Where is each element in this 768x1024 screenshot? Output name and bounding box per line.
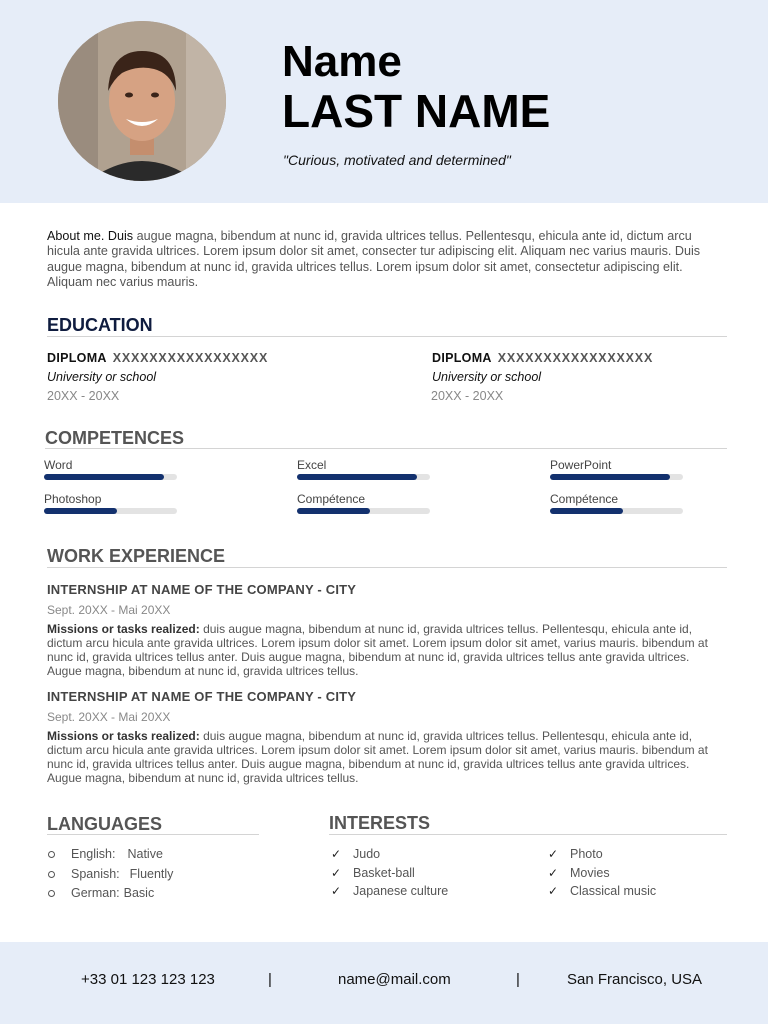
interest-label: Classical music bbox=[570, 884, 657, 898]
languages-list bbox=[48, 845, 173, 904]
language-level: Native bbox=[127, 847, 163, 861]
checkmark-icon: ✓ bbox=[331, 884, 342, 898]
skill-bar bbox=[550, 508, 683, 514]
checkmark-icon: ✓ bbox=[331, 865, 342, 880]
skill-bar bbox=[44, 508, 177, 514]
diploma-label: DIPLOMA bbox=[47, 351, 107, 365]
checkmark-icon: ✓ bbox=[548, 865, 559, 880]
interest-item bbox=[548, 845, 656, 864]
last-name: LAST NAME bbox=[282, 85, 551, 137]
diploma-line bbox=[432, 350, 752, 366]
interest-item bbox=[548, 864, 656, 883]
job-dates: Sept. 20XX - Mai 20XX bbox=[47, 710, 171, 724]
language-name: German: bbox=[71, 886, 120, 900]
skill-label: Photoshop bbox=[44, 492, 102, 506]
interest-item bbox=[331, 845, 448, 864]
missions-text: duis augue magna, bibendum at nunc id, gravida ultrices tellus. Pellentesqu, ehicula ante id, dictum arcu hicula ante gravida ultrices. Lorem ipsum dolor sit amet. Lorem ipsum dolor sit amet, varius mauris. bibendum at nunc id, gravida ultrices tellus anter. Duis augue magna, bibendum at nunc id, gravida ultrices tellus ante gravida ultrices. Augue magna, bibendum at nunc id, gravida ultrices tellus. bbox=[47, 729, 708, 785]
about-lead: About me. Duis bbox=[47, 229, 134, 243]
footer-phone: +33 01 123 123 123 bbox=[81, 971, 215, 988]
skill-bar bbox=[44, 474, 177, 480]
job-dates: Sept. 20XX - Mai 20XX bbox=[47, 603, 171, 617]
interest-item bbox=[548, 882, 656, 901]
skill-powerpoint bbox=[550, 458, 683, 480]
education-years: 20XX - 20XX bbox=[431, 389, 504, 403]
language-level: Fluently bbox=[129, 866, 174, 881]
first-name: Name bbox=[282, 37, 402, 86]
job-missions bbox=[47, 622, 715, 678]
job-entry bbox=[47, 582, 715, 678]
interests-column-2 bbox=[548, 845, 656, 901]
diploma-code: XXXXXXXXXXXXXXXXX bbox=[112, 351, 269, 365]
language-item bbox=[48, 845, 173, 865]
skill-bar-fill bbox=[44, 508, 117, 514]
diploma-code: XXXXXXXXXXXXXXXXX bbox=[497, 351, 654, 365]
checkmark-icon: ✓ bbox=[548, 884, 559, 898]
job-missions bbox=[47, 729, 715, 785]
footer-separator: | bbox=[268, 971, 272, 988]
education-item bbox=[47, 350, 367, 404]
skill-label: Excel bbox=[297, 458, 327, 472]
missions-text: duis augue magna, bibendum at nunc id, gravida ultrices tellus. Pellentesqu, ehicula ante id, dictum arcu hicula ante gravida ultrices. Lorem ipsum dolor sit amet. Lorem ipsum dolor sit amet, varius mauris. bibendum at nunc id, gravida ultrices tellus anter. Duis augue magna, bibendum at nunc id, gravida ultrices tellus ante gravida ultrices. Augue magna, bibendum at nunc id, gravida ultrices tellus. bbox=[47, 622, 708, 678]
skill-bar bbox=[297, 474, 430, 480]
work-title: WORK EXPERIENCE bbox=[47, 546, 226, 566]
interests-divider bbox=[329, 834, 727, 835]
missions-label: Missions or tasks realized: bbox=[47, 622, 200, 636]
skill-bar-fill bbox=[550, 474, 670, 480]
competences-divider bbox=[45, 448, 727, 449]
checkmark-icon: ✓ bbox=[331, 847, 342, 861]
footer-separator: | bbox=[516, 971, 520, 988]
school-name: University or school bbox=[432, 370, 542, 384]
interest-label: Judo bbox=[353, 847, 381, 861]
skill-bar-fill bbox=[297, 508, 370, 514]
skill-label: Compétence bbox=[297, 492, 366, 506]
footer-email[interactable]: name@mail.com bbox=[338, 971, 451, 988]
language-name: Spanish: bbox=[71, 866, 120, 881]
skill-label: PowerPoint bbox=[550, 458, 612, 472]
work-divider bbox=[47, 567, 727, 568]
skill-excel bbox=[297, 458, 430, 480]
bullet-icon bbox=[48, 890, 55, 897]
job-entry bbox=[47, 689, 715, 785]
languages-divider bbox=[47, 834, 259, 835]
competences-title: COMPETENCES bbox=[45, 428, 185, 448]
interest-item bbox=[331, 864, 448, 883]
skill-competence-1 bbox=[297, 492, 430, 514]
skill-photoshop bbox=[44, 492, 177, 514]
education-item bbox=[432, 350, 752, 404]
skill-label: Compétence bbox=[550, 492, 619, 506]
skill-bar-fill bbox=[550, 508, 623, 514]
school-name: University or school bbox=[47, 370, 157, 384]
job-title: INTERNSHIP AT NAME OF THE COMPANY - CITY bbox=[47, 582, 357, 597]
skill-bar bbox=[550, 474, 683, 480]
bullet-icon bbox=[48, 851, 55, 858]
languages-title: LANGUAGES bbox=[47, 814, 163, 834]
education-title: EDUCATION bbox=[47, 315, 153, 335]
interest-item bbox=[331, 882, 448, 901]
interest-label: Japanese culture bbox=[353, 884, 449, 898]
footer-location: San Francisco, USA bbox=[567, 971, 703, 988]
profile-photo bbox=[58, 21, 226, 181]
interest-label: Movies bbox=[570, 865, 610, 880]
missions-label: Missions or tasks realized: bbox=[47, 729, 200, 743]
diploma-line bbox=[47, 350, 367, 366]
language-item bbox=[48, 884, 173, 904]
education-divider bbox=[47, 336, 727, 337]
bullet-icon bbox=[48, 871, 55, 878]
skill-bar-fill bbox=[44, 474, 164, 480]
language-name: English: bbox=[71, 847, 116, 861]
interests-title: INTERESTS bbox=[329, 813, 431, 833]
interest-label: Photo bbox=[570, 847, 603, 861]
skill-word bbox=[44, 458, 177, 480]
skill-competence-2 bbox=[550, 492, 683, 514]
checkmark-icon: ✓ bbox=[548, 847, 559, 861]
language-item bbox=[48, 865, 173, 885]
skill-label: Word bbox=[44, 458, 73, 472]
interest-label: Basket-ball bbox=[353, 865, 415, 880]
job-title: INTERNSHIP AT NAME OF THE COMPANY - CITY bbox=[47, 689, 357, 704]
language-level: Basic bbox=[123, 886, 155, 900]
skill-bar bbox=[297, 508, 430, 514]
interests-column-1 bbox=[331, 845, 448, 901]
education-years: 20XX - 20XX bbox=[47, 389, 120, 403]
diploma-label: DIPLOMA bbox=[432, 351, 492, 365]
about-text: augue magna, bibendum at nunc id, gravida ultrices tellus. Pellentesqu, ehicula ante id, dictum arcu hicula ante gravida ultrices. Lorem ipsum dolor sit amet, consecter tur adipiscing elit. Aliquam nec varius mauris. Duis augue magna, bibendum at nunc id, gravida ultrices tellus. Lorem ipsum dolor sit amet, consectetur adipiscing elit. Aliquam nec varius mauris. bbox=[47, 229, 701, 290]
skill-bar-fill bbox=[297, 474, 417, 480]
tagline: "Curious, motivated and determined" bbox=[283, 152, 511, 168]
about-paragraph bbox=[47, 229, 715, 291]
